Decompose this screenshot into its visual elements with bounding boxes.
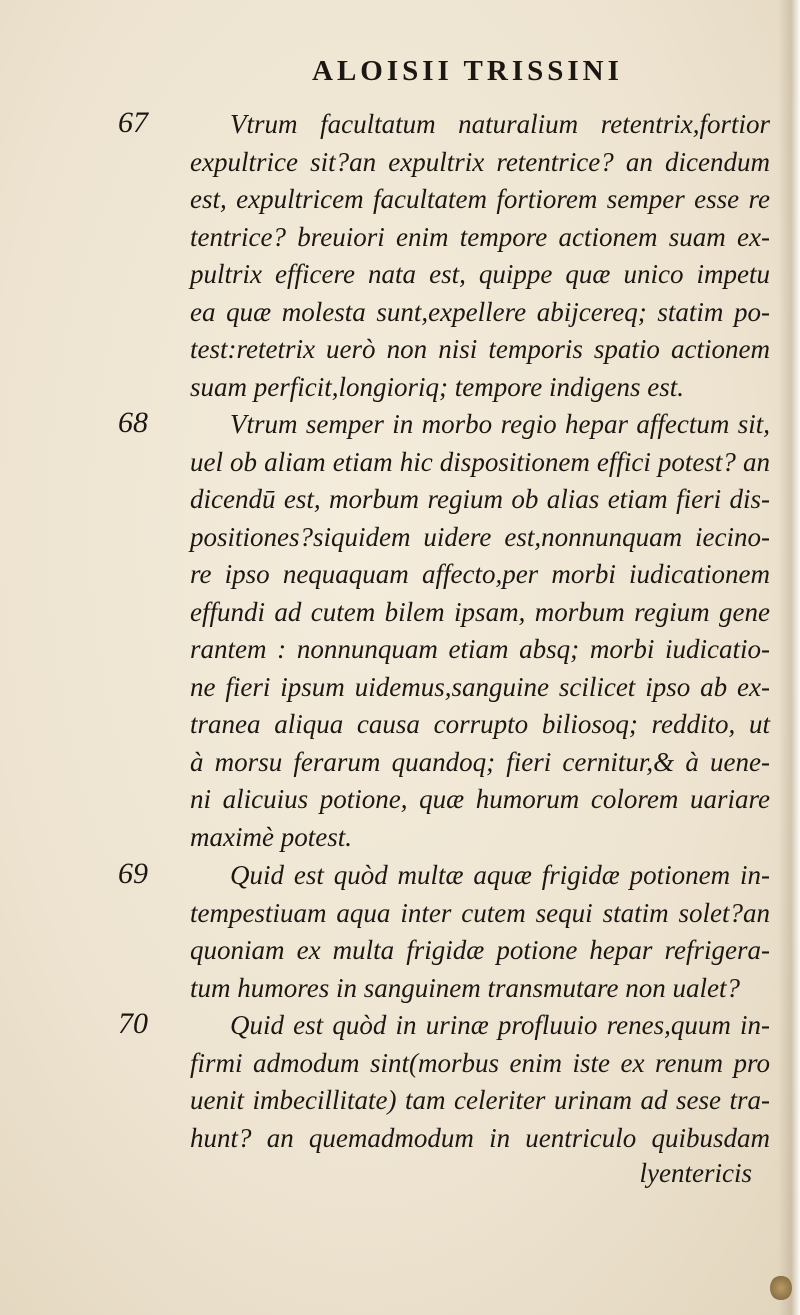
text-line: expultrice sit?an expultrix retentrice? an dicendum [190,146,770,177]
text-line: ne fieri ipsum uidemus,sanguine scilicet ipso ab ex- [190,671,770,702]
text-line: dicendū est, morbum regium ob alias etiam fieri dis- [190,484,770,514]
text-line: tempestiuam aqua inter cutem sequi statim solet?an [190,897,770,928]
text-line: rantem : nonnunquam etiam absq; morbi iudicatio- [190,634,770,664]
text-line: tentrice? breuiori enim tempore actionem suam ex- [190,221,770,252]
page-edge [778,0,800,1315]
entry-number: 68 [118,406,148,439]
entry-70 [118,1007,770,1157]
text-line: Quid est quòd multæ aquæ frigidæ potionem in- [230,860,770,890]
text-line: Vtrum facultatum naturalium retentrix,fortior [230,109,770,139]
entry-67 [118,106,770,406]
entry-68 [118,406,770,856]
text-line: Vtrum semper in morbo regio hepar affectum sit, [230,409,770,439]
text-line: suam perficit,longioriq; tempore indigens est. [190,371,684,402]
text-line: ea quæ molesta sunt,expellere abijcereq; statim po- [190,296,770,327]
text-line: est, expultricem facultatem fortiorem semper esse re [190,184,770,214]
text-line: à morsu ferarum quandoq; fieri cernitur,& à uene- [190,746,770,777]
text-line: maximè potest. [190,821,352,852]
text-line: test:retetrix uerò non nisi temporis spatio actionem [190,334,770,364]
catchword: lyentericis [639,1158,752,1188]
text-line: re ipso nequaquam affecto,per morbi iudicationem [190,559,770,589]
text-line: positiones?siquidem uidere est,nonnunquam iecino- [190,521,770,552]
text-line: hunt? an quemadmodum in uentriculo quibusdam [190,1122,770,1153]
text-line: pultrix efficere nata est, quippe quæ unico impetu [190,259,770,289]
entry-number: 70 [118,1007,148,1040]
entry-number: 67 [118,106,148,139]
entry-number: 69 [118,857,148,890]
text-line: quoniam ex multa frigidæ potione hepar refrigera- [190,935,770,965]
text-line: tum humores in sanguinem transmutare non ualet? [190,972,740,1003]
text-line: uenit imbecillitate) tam celeriter urinam ad sese tra- [190,1085,770,1115]
text-line: firmi admodum sint(morbus enim iste ex renum pro [190,1047,770,1078]
page-corner-stain [770,1275,792,1301]
running-head: ALOISII TRISSINI [312,55,623,87]
text-line: uel ob aliam etiam hic dispositionem effici potest? an [190,446,770,477]
entry-69 [118,857,770,1007]
text-line: tranea aliqua causa corrupto biliosoq; reddito, ut [190,709,770,739]
text-line: effundi ad cutem bilem ipsam, morbum regium gene [190,596,770,627]
text-line: ni alicuius potione, quæ humorum colorem uariare [190,784,770,814]
text-line: Quid est quòd in urinæ profluuio renes,quum in- [230,1010,770,1040]
